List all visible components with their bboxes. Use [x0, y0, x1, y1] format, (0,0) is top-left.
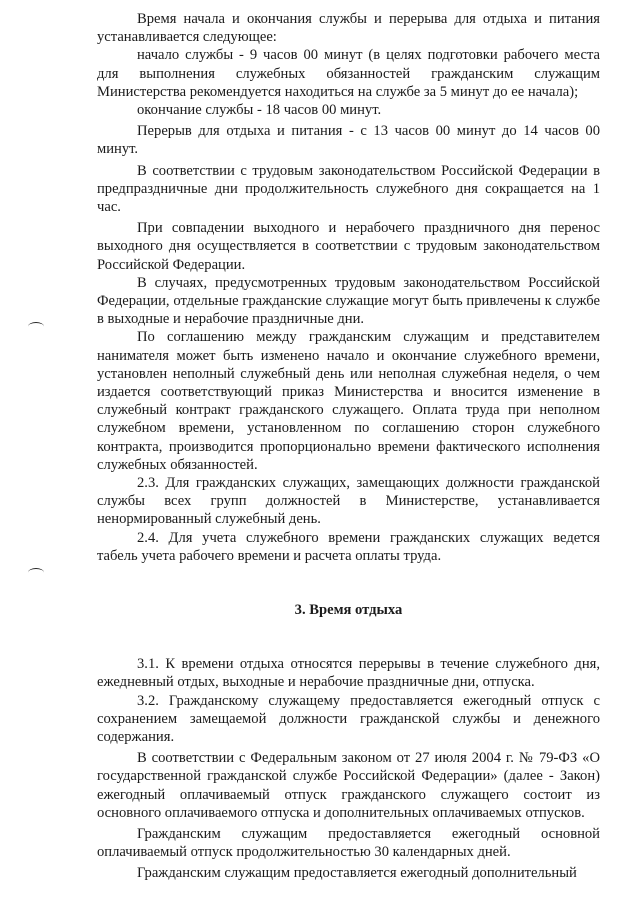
- document-page: [97, 10, 600, 883]
- paragraph: Время начала и окончания службы и перерыва для отдыха и питания устанавливается следующее:: [97, 11, 600, 46]
- hole-punch-mark-upper: [28, 322, 44, 331]
- paragraph: По соглашению между гражданским служащим и представителем нанимателя может быть изменено начало и окончание служебного времени, установлен неполный служебный день или неполная служебная неделя, о чем издается соответствующий приказ Министерства и вносится изменение в служебный контракт гражданского служащего. Оплата труда при неполном служебном времени, установленном по соглашению сторон служебного контракта, производится пропорционально времени фактического исполнения служебных обязанностей.: [97, 329, 600, 473]
- paragraph: окончание службы - 18 часов 00 минут.: [137, 102, 382, 119]
- paragraph: При совпадении выходного и нерабочего праздничного дня перенос выходного дня осуществляется в соответствии с трудовым законодательством Российской Федерации.: [97, 220, 600, 273]
- section-heading: 3. Время отдыха: [294, 602, 403, 619]
- hole-punch-mark-lower: [28, 568, 44, 577]
- paragraph: В соответствии с трудовым законодательством Российской Федерации в предпраздничные дни продолжительность служебного дня сокращается на 1 час.: [97, 162, 600, 216]
- paragraph: Гражданским служащим предоставляется ежегодный дополнительный: [137, 865, 577, 882]
- paragraph: 2.4. Для учета служебного времени гражданских служащих ведется табель учета рабочего времени и расчета оплаты труда.: [97, 529, 600, 564]
- paragraph: В случаях, предусмотренных трудовым законодательством Российской Федерации, отдельные гражданские служащие могут быть привлечены к службе в выходные и нерабочие праздничные дни.: [97, 274, 600, 328]
- paragraph: Гражданским служащим предоставляется ежегодный основной оплачиваемый отпуск продолжительностью 30 календарных дней.: [97, 825, 600, 861]
- paragraph: начало службы - 9 часов 00 минут (в целях подготовки рабочего места для выполнения служебных обязанностей гражданским служащим Министерства рекомендуется находиться на службе за 5 минут до ее начала);: [97, 47, 600, 100]
- paragraph: Перерыв для отдыха и питания - с 13 часов 00 минут до 14 часов 00 минут.: [97, 123, 600, 158]
- paragraph: 3.2. Гражданскому служащему предоставляется ежегодный отпуск с сохранением замещаемой должности гражданской службы и денежного содержания.: [97, 692, 600, 745]
- paragraph: 3.1. К времени отдыха относятся перерывы в течение служебного дня, ежедневный отдых, выходные и нерабочие праздничные дни, отпуска.: [97, 656, 600, 691]
- paragraph: В соответствии с Федеральным законом от 27 июля 2004 г. № 79-ФЗ «О государственной гражданской службе Российской Федерации» (далее - Закон) ежегодный оплачиваемый отпуск гражданского служащего состоит из основного оплачиваемого отпуска и дополнительных оплачиваемых отпусков.: [97, 750, 600, 821]
- paragraph: 2.3. Для гражданских служащих, замещающих должности гражданской службы всех групп должностей в Министерстве, устанавливается ненормированный служебный день.: [97, 475, 600, 528]
